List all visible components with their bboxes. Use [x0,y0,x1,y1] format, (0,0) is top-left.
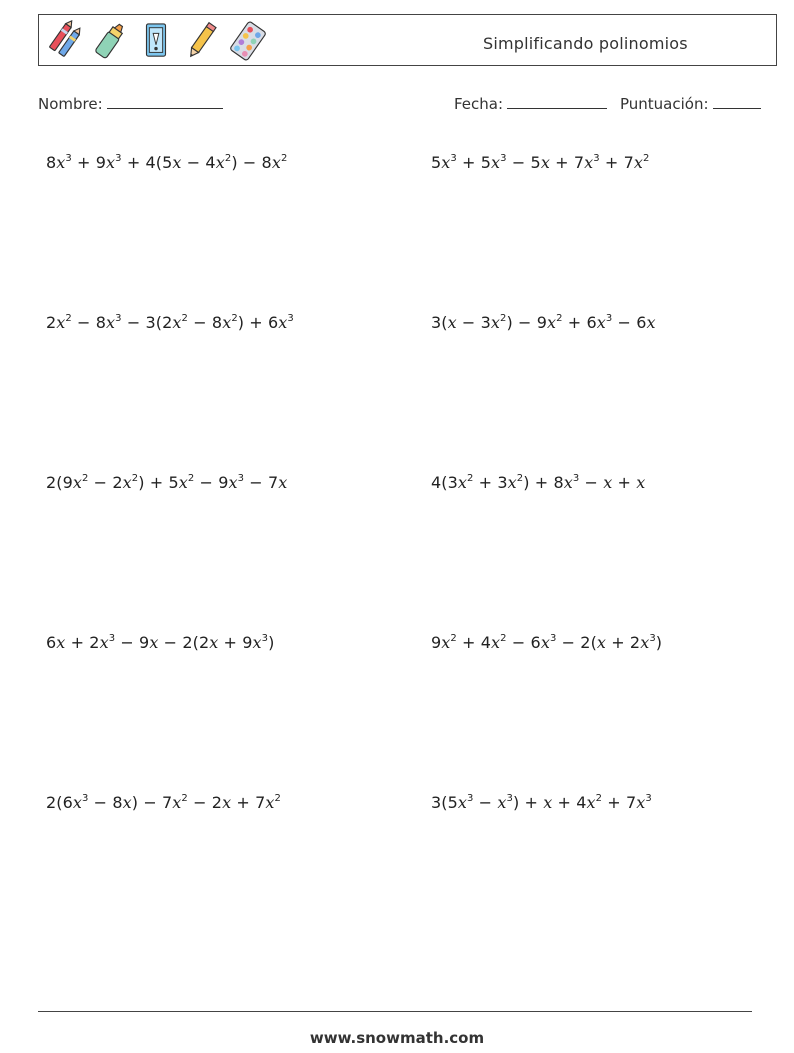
score-field [620,94,761,113]
score-label: Puntuación: [620,95,709,113]
footer-website: www.snowmath.com [309,1029,485,1047]
watercolor-palette-icon [229,20,267,62]
problem-10: $3(5x^3 - x^3) + x + 4x^2 + 7x^3$ [431,793,652,812]
name-label: Nombre: [38,95,103,113]
score-blank[interactable] [713,94,761,109]
problem-7: $6x + 2x^3 - 9x - 2(2x + 9x^3)$ [46,633,275,652]
pencil-icon [183,20,221,62]
problem-5: $2(9x^2 - 2x^2) + 5x^2 - 9x^3 - 7x$ [46,473,288,492]
problem-3: $2x^2 - 8x^3 - 3(2x^2 - 8x^2) + 6x^3$ [46,313,294,332]
worksheet-header [38,14,777,66]
date-label: Fecha: [454,95,504,113]
worksheet-title: Simplificando polinomios [483,34,688,53]
name-field [38,94,223,113]
problem-1: $8x^3 + 9x^3 + 4(5x - 4x^2) - 8x^2$ [46,153,288,172]
date-blank[interactable] [507,94,607,109]
name-blank[interactable] [107,94,223,109]
problem-8: $9x^2 + 4x^2 - 6x^3 - 2(x + 2x^3)$ [431,633,663,652]
problem-4: $3(x - 3x^2) - 9x^2 + 6x^3 - 6x$ [431,313,656,332]
problem-6: $4(3x^2 + 3x^2) + 8x^3 - x + x$ [431,473,646,492]
highlighter-icon [91,20,129,62]
date-field [454,94,607,113]
problem-9: $2(6x^3 - 8x) - 7x^2 - 2x + 7x^2$ [46,793,281,812]
problem-2: $5x^3 + 5x^3 - 5x + 7x^3 + 7x^2$ [431,153,650,172]
sharpener-icon [137,20,175,62]
footer-divider [38,1011,752,1012]
crayons-icon [45,20,83,62]
header-icons [45,19,267,63]
